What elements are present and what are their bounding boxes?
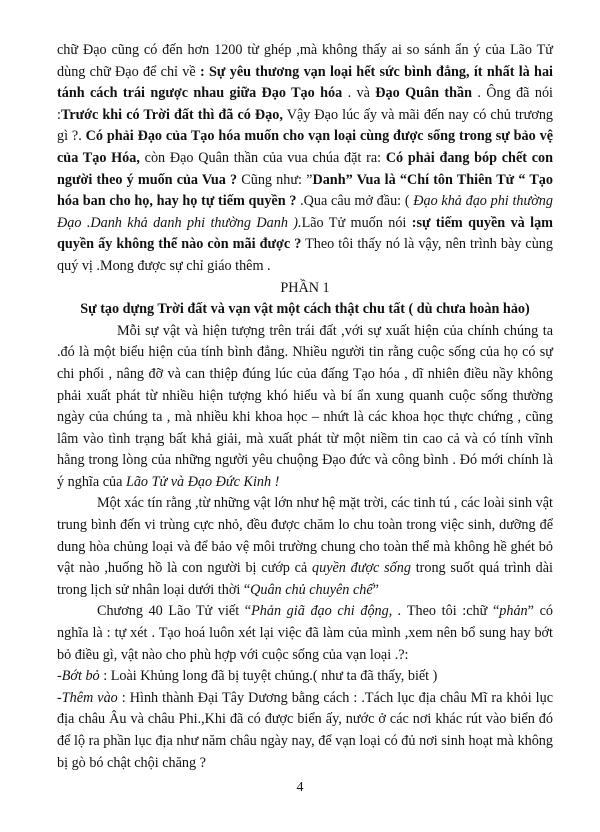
intro-italic: Đạo khả đạo phi thường Đạo .Danh khả danh phi thường Danh ). (57, 193, 553, 231)
item-dash: - (57, 689, 62, 706)
intro-bold: Có phải đang bóp chết con người theo ý muốn của Vua ? (57, 149, 553, 188)
intro-bold: Trước khi có Trời đất thì đã có Đạo, (60, 106, 283, 123)
item-label: Bớt bỏ (61, 668, 100, 685)
item-dash: - (57, 668, 62, 685)
intro-text: chữ Đạo cũng có đến hơn 1200 từ ghép ,mà không thấy ai so sánh ẩn ý của Lão Tử dùng chữ Đạo để chỉ về (57, 42, 553, 80)
paragraph-italic: quyền được sống (312, 560, 411, 577)
page-number: 4 (296, 780, 304, 795)
part-heading: PHẦN 1 (280, 279, 330, 296)
list-item-remove (57, 666, 553, 688)
intro-text: Vậy Đạo lúc ấy và mãi đến nay có chủ trương gì ?. (57, 106, 554, 145)
intro-text: Cũng như: ” (237, 171, 313, 188)
paragraph-italic: Quân chủ chuyên chế (250, 581, 373, 598)
paragraph-1 (57, 321, 553, 494)
paragraph-italic: Phản giã đạo chi động, . (251, 603, 402, 620)
intro-bold: Có phải Đạo của Tạo hóa muốn cho vạn loại cùng được sống trong sự bảo vệ của Tạo Hóa, (57, 128, 553, 166)
page-content (57, 40, 553, 774)
intro-bold: : Sự yêu thương vạn loại hết sức bình đẳng, ít nhất là hai tánh cách trái ngược nhau giữa Đạo Tạo hóa (57, 63, 553, 102)
intro-bold: :sự tiếm quyền và lạm quyền ấy không thể nào còn mãi được ? (57, 214, 554, 253)
paragraph-text: Một xác tín rằng ,từ những vật lớn như hệ mặt trời, các tinh tú , các loài sinh vật trung bình đến vi trùng cực nhỏ, đều được chăm lo chu toàn trong việc sinh, dưỡng để dung hòa chủng loại và để bảo vệ môi trường chung cho toàn thể mà không hề ghét bỏ vật nào ,huống hồ là con người bị cướp cả (57, 495, 553, 577)
paragraph-italic: Lão Tử và Đạo Đức Kinh ! (125, 473, 280, 490)
paragraph-text: trong suốt quá trình dài trong lịch sử nhân loại dưới thời “ (57, 560, 553, 598)
intro-paragraph (57, 40, 553, 278)
paragraph-text: Theo tôi :chữ “ (401, 603, 500, 620)
paragraph-3 (57, 601, 553, 666)
paragraph-text: ” có nghĩa là : tự xét . Tạo hoá luôn xét lại việc đã làm của mình ,xem nên bổ sung hay bớt bỏ điều gì, vật nào cho phù hợp với cuộc sống của vạn loại .?: (57, 603, 553, 663)
list-item-add (57, 688, 553, 774)
intro-bold: Danh” Vua là “Chí tôn Thiên Tử “ Tạo hóa ban cho họ, hay họ tự tiếm quyền ? (57, 171, 553, 210)
intro-text: Theo tôi thấy nó là vậy, nên trình bày cùng quý vị .Mong được sự chỉ giáo thêm . (57, 236, 553, 274)
paragraph-text: Chương 40 Lão Tử viết “ (97, 603, 252, 620)
paragraph-text: Mỗi sự vật và hiện tượng trên trái đất ,với sự xuất hiện của chính chúng ta .đó là một biểu hiện của tính bình đẳng. Nhiều người tin rằng cuộc sống của họ có sự chi phối , nâng đỡ và can thiệp đúng lúc của đấng Tạo hóa , dĩ nhiên điều nầy không phải xuất phát từ nhiều hiện tượng khó hiểu và bí ẩn xung quanh cuộc sống thường ngày của chúng ta , mà nhiều khi khoa học – nhứt là các khoa học thực chứng , cũng lâm vào tình trạng bất khả giải, mà xuất phát từ một niềm tin cao cả và có tính vĩnh hằng trong lòng của những người yêu chuộng Đạo đức và công bình . Đó mới chính là ý nghĩa của (57, 322, 553, 490)
paragraph-italic: phản (499, 603, 528, 620)
item-text: : Loài Khủng long đã bị tuyệt chủng.( như ta đã thấy, biết ) (99, 668, 438, 685)
item-text: : Hình thành Đại Tây Dương bằng cách : .Tách lục địa châu Mĩ ra khỏi lục địa châu Âu và châu Phi.,Khi đã có được biển ấy, nước ở các nơi khác rút vào biển đó để lộ ra phần lục địa như năm châu ngày nay, để vạn loại có đủ nơi sinh hoạt mà không bị gò bó chật chội chăng ? (57, 689, 554, 771)
intro-text: còn Đạo Quân thần của vua chúa đặt ra: (139, 149, 386, 166)
intro-text: .Qua câu mở đầu: ( (296, 193, 414, 210)
paragraph-text: ” (372, 581, 379, 598)
intro-text: Lão Tử muốn nói (301, 214, 412, 231)
intro-text: . và (342, 85, 376, 102)
intro-bold: Đạo Quân thần (375, 85, 472, 102)
item-label: Thêm vào (61, 689, 118, 706)
paragraph-2 (57, 493, 553, 601)
part-title: Sự tạo dựng Trời đất và vạn vật một cách thật chu tất ( dù chưa hoàn hảo) (80, 301, 530, 318)
intro-text: . Ông đã nói : (57, 85, 553, 123)
